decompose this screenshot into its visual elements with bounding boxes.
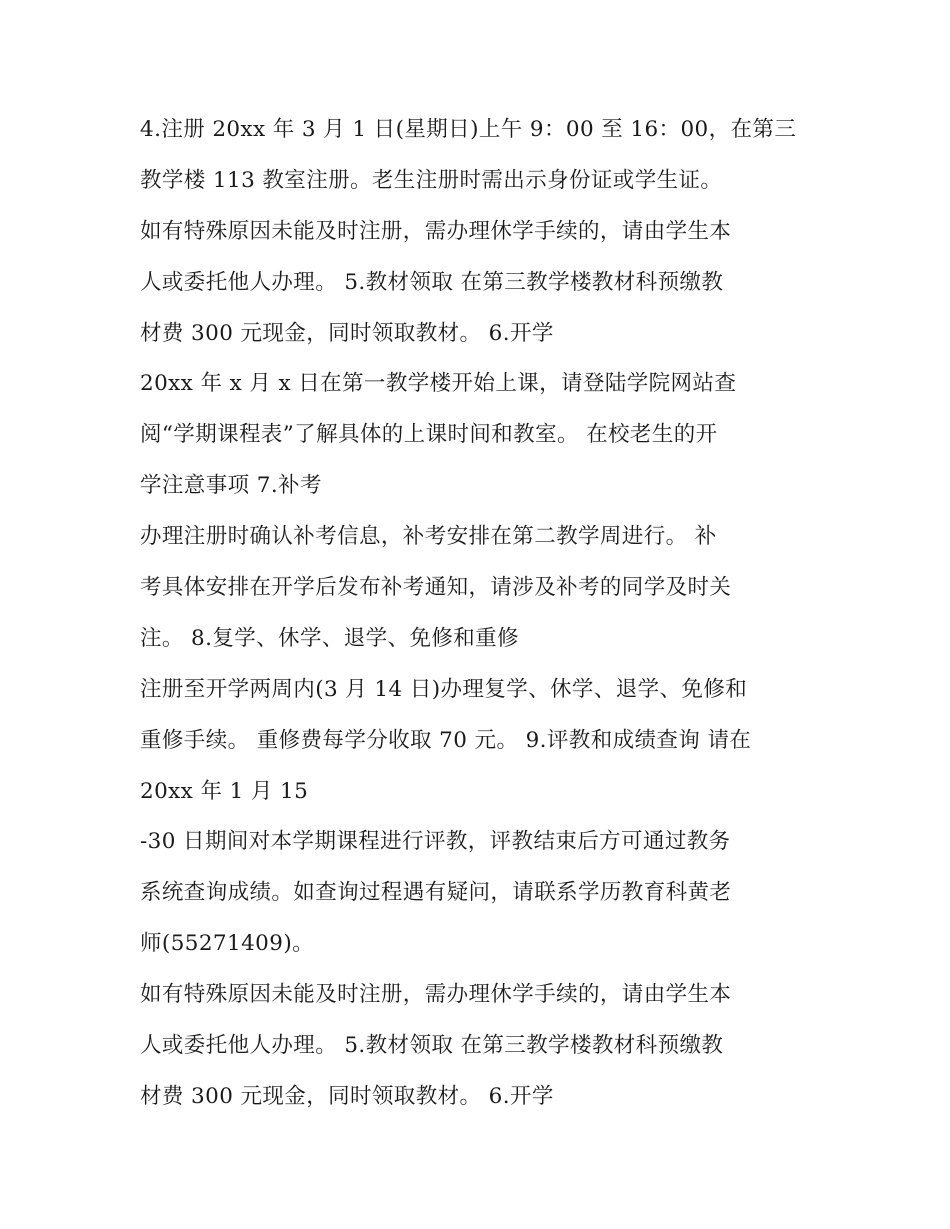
text-line: 阅“学期课程表”了解具体的上课时间和教室。 在校老生的开 [140,422,718,448]
text-line: 人或委托他人办理。 5.教材领取 在第三教学楼教材科预缴教 [140,269,724,295]
text-line: 注。 8.复学、休学、退学、免修和重修 [140,625,519,651]
text-line: 学注意事项 7.补考 [140,473,322,499]
text-line: 如有特殊原因未能及时注册，需办理休学手续的，请由学生本 [140,982,732,1008]
text-line: 教学楼 113 教室注册。老生注册时需出示身份证或学生证。 [140,167,723,193]
document-body [140,112,820,1130]
text-line: 如有特殊原因未能及时注册，需办理休学手续的，请由学生本 [140,218,732,244]
text-line: 人或委托他人办理。 5.教材领取 在第三教学楼教材科预缴教 [140,1033,724,1059]
text-line: -30 日期间对本学期课程进行评教，评教结束后方可通过教务 [140,829,731,855]
text-line: 20xx 年 1 月 15 [140,778,309,804]
text-line: 办理注册时确认补考信息，补考安排在第二教学周进行。 补 [140,524,717,550]
text-line: 注册至开学两周内(3 月 14 日)办理复学、休学、退学、免修和 [140,676,748,702]
text-line: 材费 300 元现金，同时领取教材。 6.开学 [140,320,554,346]
text-line: 4.注册 20xx 年 3 月 1 日(星期日)上午 9：00 至 16：00，在第三 [140,117,797,142]
text-line: 材费 300 元现金，同时领取教材。 6.开学 [140,1083,554,1109]
text-line: 系统查询成绩。如查询过程遇有疑问，请联系学历教育科黄老 [140,880,732,906]
text-line: 重修手续。 重修费每学分收取 70 元。 9.评教和成绩查询 请在 [140,727,752,753]
text-line: 师(55271409)。 [140,931,315,957]
text-line: 20xx 年 x 月 x 日在第一教学楼开始上课，请登陆学院网站查 [140,371,737,397]
text-line: 考具体安排在开学后发布补考通知，请涉及补考的同学及时关 [140,575,732,601]
